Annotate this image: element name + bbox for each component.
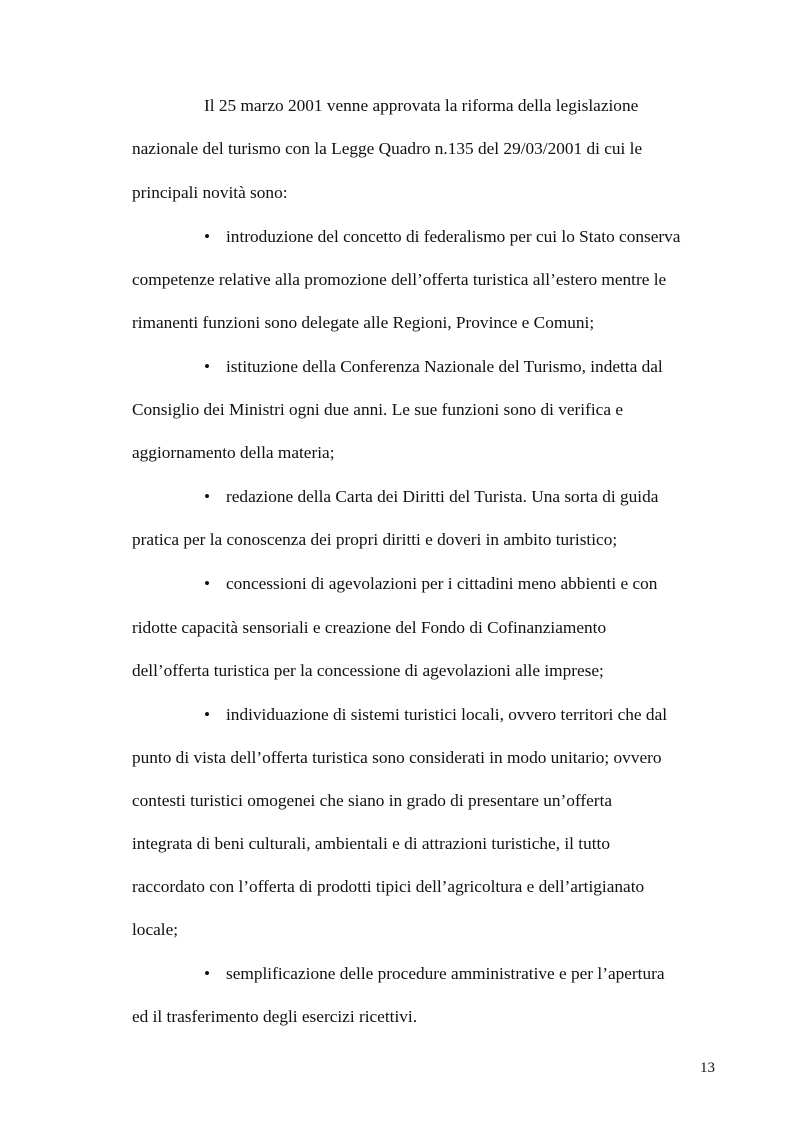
bullet-3-first-line: redazione della Carta dei Diritti del Turista. Una sorta di guida [226,487,659,506]
bullet-5-line-5: raccordato con l’offerta di prodotti tipici dell’agricoltura e dell’artigianato [132,877,645,896]
page-number: 13 [700,1060,715,1076]
bullet-5-line-4: integrata di beni culturali, ambientali e di attrazioni turistiche, il tutto [132,834,610,853]
bullet-5-first-line: individuazione di sistemi turistici locali, ovvero territori che dal [226,705,668,724]
bullet-item-5 [204,705,667,725]
bullet-item-6 [204,964,665,984]
bullet-4-first-line: concessioni di agevolazioni per i cittadini meno abbienti e con [226,574,658,593]
bullet-5-line-3: contesti turistici omogenei che siano in grado di presentare un’offerta [132,791,613,810]
bullet-item-1 [204,227,680,247]
bullet-point: • [204,357,211,376]
bullet-point: • [204,487,211,506]
bullet-4-line-2: ridotte capacità sensoriali e creazione del Fondo di Cofinanziamento [132,618,607,637]
bullet-point: • [204,705,211,724]
bullet-1-line-2: competenze relative alla promozione dell’offerta turistica all’estero mentre le [132,270,667,289]
intro-line-1: Il 25 marzo 2001 venne approvata la riforma della legislazione [204,96,639,115]
bullet-item-3 [204,487,658,507]
bullet-1-line-3: rimanenti funzioni sono delegate alle Regioni, Province e Comuni; [132,313,595,332]
intro-line-3: principali novità sono: [132,183,288,202]
bullet-6-first-line: semplificazione delle procedure amministrative e per l’apertura [226,964,665,983]
bullet-6-line-2: ed il trasferimento degli esercizi ricettivi. [132,1007,418,1026]
bullet-item-4 [204,574,657,594]
bullet-item-2 [204,357,663,377]
bullet-point: • [204,964,211,983]
bullet-3-line-2: pratica per la conoscenza dei propri diritti e doveri in ambito turistico; [132,530,618,549]
bullet-point: • [204,574,211,593]
bullet-2-line-2: Consiglio dei Ministri ogni due anni. Le sue funzioni sono di verifica e [132,400,623,419]
bullet-4-line-3: dell’offerta turistica per la concessione di agevolazioni alle imprese; [132,661,604,680]
bullet-2-first-line: istituzione della Conferenza Nazionale del Turismo, indetta dal [226,357,663,376]
bullet-1-first-line: introduzione del concetto di federalismo per cui lo Stato conserva [226,227,681,246]
bullet-point: • [204,227,211,246]
bullet-5-line-6: locale; [132,920,179,939]
bullet-5-line-2: punto di vista dell’offerta turistica sono considerati in modo unitario; ovvero [132,748,662,767]
bullet-2-line-3: aggiornamento della materia; [132,443,335,462]
intro-line-2: nazionale del turismo con la Legge Quadro n.135 del 29/03/2001 di cui le [132,139,643,158]
